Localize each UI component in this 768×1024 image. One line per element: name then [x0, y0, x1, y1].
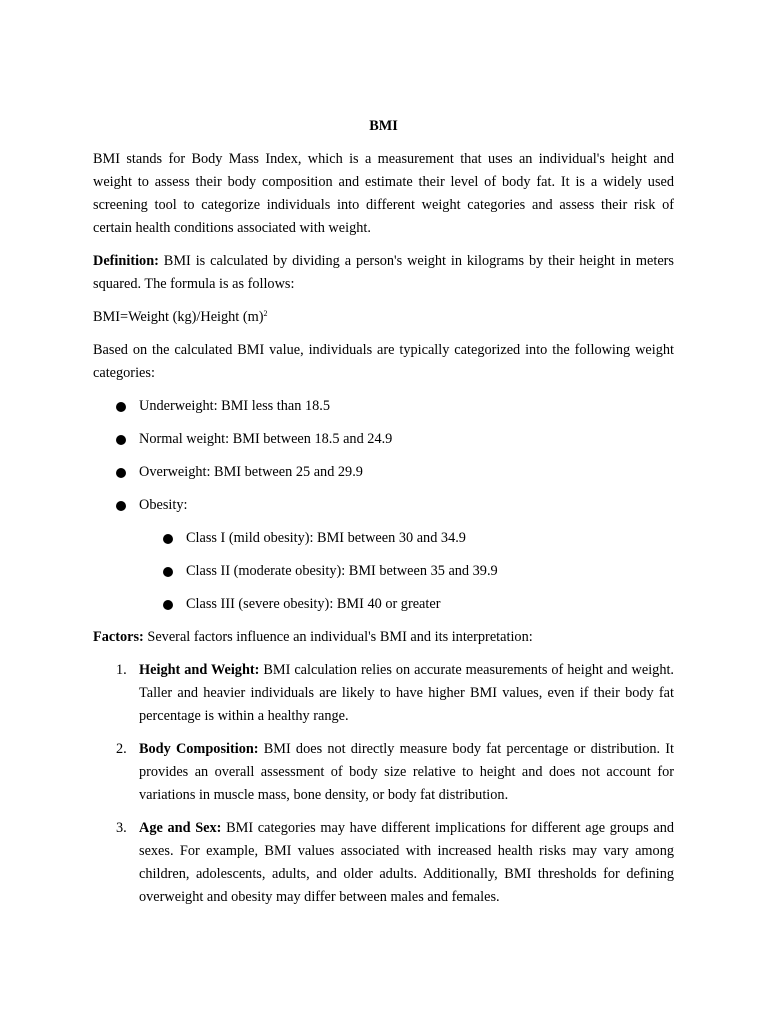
definition-label: Definition:: [93, 253, 159, 269]
list-item-text: Class III (severe obesity): BMI 40 or greater: [186, 596, 441, 612]
factor-heading: Body Composition:: [139, 741, 259, 757]
bullet-icon: [116, 501, 126, 511]
list-item: [93, 428, 674, 451]
list-item-text: Class I (mild obesity): BMI between 30 and 34.9: [186, 530, 466, 546]
weight-categories-list: [93, 395, 674, 616]
list-item: [93, 659, 674, 728]
factor-text: BMI categories may have different implications for different age groups and sexes. For example, BMI values associated with increased health risks may vary among children, adolescents, adults, and older adults. Additionally, BMI thresholds for defining overweight and obesity may differ between males and females.: [139, 820, 674, 905]
definition-paragraph: [93, 250, 674, 296]
list-item: [93, 461, 674, 484]
factor-text: BMI calculation relies on accurate measurements of height and weight. Taller and heavier individuals are likely to have higher BMI values, even if their body fat percentage is within a healthy range.: [139, 662, 675, 724]
list-number: 2.: [116, 741, 127, 757]
list-item-text: Overweight: BMI between 25 and 29.9: [139, 464, 363, 480]
bullet-icon: [163, 567, 173, 577]
bullet-icon: [163, 534, 173, 544]
factors-label: Factors:: [93, 629, 144, 645]
categories-intro: Based on the calculated BMI value, individuals are typically categorized into the following weight categories:: [93, 342, 674, 381]
factors-paragraph: [93, 626, 674, 649]
list-item: [139, 593, 674, 616]
obesity-classes-list: [139, 527, 674, 616]
list-item: [93, 395, 674, 418]
factor-heading: Height and Weight:: [139, 662, 260, 678]
list-item: [139, 560, 674, 583]
list-item-text: Underweight: BMI less than 18.5: [139, 398, 330, 414]
formula-text: BMI=Weight (kg)/Height (m): [93, 309, 264, 325]
bullet-icon: [116, 402, 126, 412]
list-item-text: Obesity:: [139, 497, 188, 513]
list-item-text: Normal weight: BMI between 18.5 and 24.9: [139, 431, 393, 447]
intro-paragraph: BMI stands for Body Mass Index, which is a measurement that uses an individual's height and weight to assess their body composition and estimate their level of body fat. It is a widely used screening tool to categorize individuals into different weight categories and assess their risk of certain health conditions associated with weight.: [93, 151, 674, 236]
list-item: [93, 817, 674, 909]
list-item: [139, 527, 674, 550]
list-item-text: Class II (moderate obesity): BMI between 35 and 39.9: [186, 563, 498, 579]
document-title: BMI: [369, 118, 398, 134]
formula: [93, 306, 674, 329]
bullet-icon: [116, 468, 126, 478]
factors-text: Several factors influence an individual's BMI and its interpretation:: [143, 629, 533, 645]
factors-list: [93, 659, 674, 909]
list-number: 3.: [116, 820, 127, 836]
bullet-icon: [116, 435, 126, 445]
factor-text: BMI does not directly measure body fat percentage or distribution. It provides an overall assessment of body size relative to height and does not account for variations in muscle mass, bone density, or body fat distribution.: [139, 741, 674, 803]
document-body: [93, 115, 674, 919]
list-item: [93, 494, 674, 616]
factor-heading: Age and Sex:: [139, 820, 222, 836]
formula-exponent: 2: [263, 309, 268, 318]
list-item: [93, 738, 674, 807]
bullet-icon: [163, 600, 173, 610]
definition-text: BMI is calculated by dividing a person's weight in kilograms by their height in meters squared. The formula is as follows:: [93, 253, 674, 292]
list-number: 1.: [116, 662, 127, 678]
